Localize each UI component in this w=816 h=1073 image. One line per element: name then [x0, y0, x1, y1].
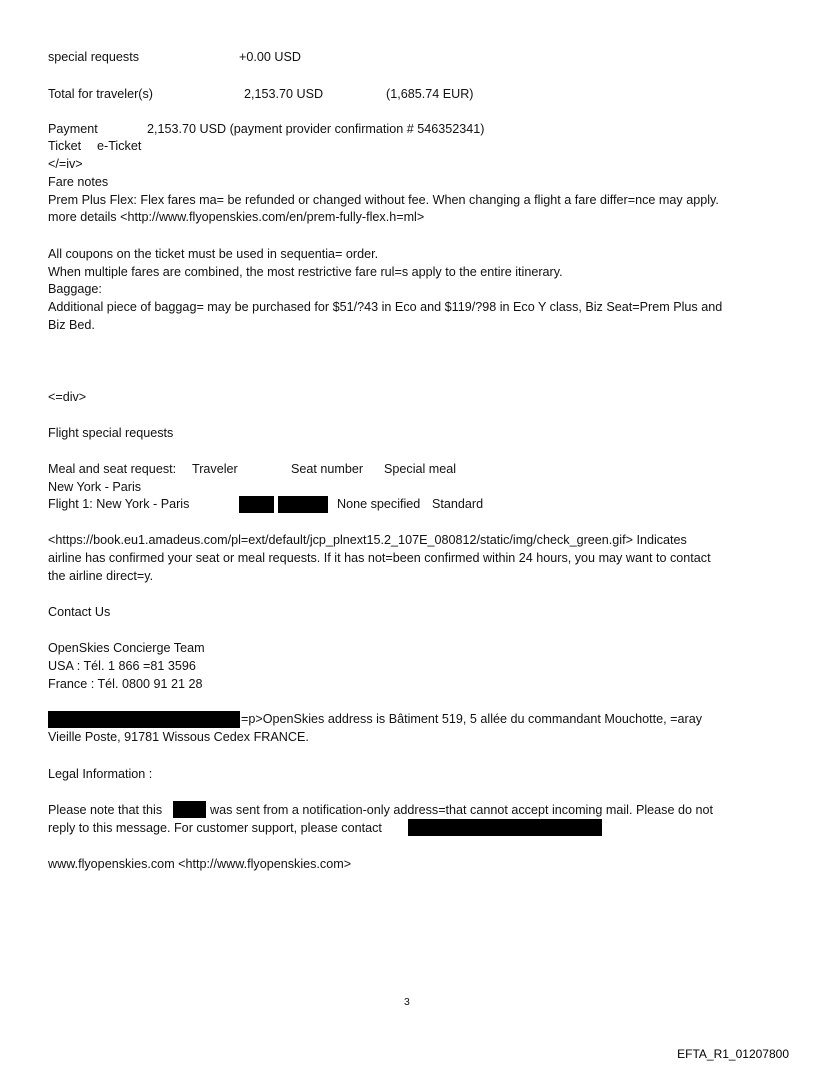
fare-notes-heading: Fare notes — [48, 175, 109, 189]
baggage-label: Baggage: — [48, 282, 102, 296]
website-link[interactable]: www.flyopenskies.com <http://www.flyopenskies.com> — [48, 857, 352, 871]
concierge-team: OpenSkies Concierge Team — [48, 641, 205, 655]
route-label: New York - Paris — [48, 480, 142, 494]
total-usd: 2,153.70 USD — [244, 87, 324, 101]
redaction-address-prefix — [48, 711, 240, 728]
traveler-column-header: Traveler — [192, 462, 238, 476]
div-tag: <=div> — [48, 390, 87, 404]
redaction-traveler-first — [239, 496, 274, 513]
confirmation-note-line-1: <https://book.eu1.amadeus.com/pl=ext/default/jcp_plnext15.2_107E_080812/static/img/check_green.gif> Indicates — [48, 533, 687, 547]
total-label: Total for traveler(s) — [48, 87, 153, 101]
contact-us-heading: Contact Us — [48, 605, 111, 619]
redaction-support-contact — [408, 819, 602, 836]
total-eur: (1,685.74 EUR) — [386, 87, 474, 101]
coupons-note: All coupons on the ticket must be used in sequentia= order. — [48, 247, 379, 261]
seat-number-column-header: Seat number — [291, 462, 364, 476]
payment-label: Payment — [48, 122, 98, 136]
restrictive-fare-note: When multiple fares are combined, the most restrictive fare rul=s apply to the entire itinerary. — [48, 265, 563, 279]
baggage-text-line-1: Additional piece of baggag= may be purchased for $51/?43 in Eco and $119/?98 in Eco Y class, Biz Seat=Prem Plus and — [48, 300, 723, 314]
redaction-traveler-last — [278, 496, 328, 513]
prem-plus-note: Prem Plus Flex: Flex fares ma= be refunded or changed without fee. When changing a flight a fare differ=nce may apply. — [48, 193, 719, 207]
legal-info-heading: Legal Information : — [48, 767, 153, 781]
bates-number: EFTA_R1_01207800 — [677, 1047, 789, 1061]
special-meal-column-header: Special meal — [384, 462, 457, 476]
confirmation-note-line-3: the airline direct=y. — [48, 569, 154, 583]
usa-phone: USA : Tél. 1 866 =81 3596 — [48, 659, 196, 673]
redaction-legal-word — [173, 801, 206, 818]
special-requests-value: +0.00 USD — [239, 50, 301, 64]
france-phone: France : Tél. 0800 91 21 28 — [48, 677, 203, 691]
ticket-label: Ticket — [48, 139, 82, 153]
payment-value: 2,153.70 USD (payment provider confirmation # 546352341) — [147, 122, 485, 136]
more-details-link[interactable]: more details <http://www.flyopenskies.com/en/prem-fully-flex.h=ml> — [48, 210, 425, 224]
meal-seat-request-label: Meal and seat request: — [48, 462, 177, 476]
confirmation-note-line-2: airline has confirmed your seat or meal requests. If it has not=been confirmed within 24 hours, you may want to contact — [48, 551, 711, 565]
ticket-value: e-Ticket — [97, 139, 142, 153]
address-line-1: =p>OpenSkies address is Bâtiment 519, 5 allée du commandant Mouchotte, =aray — [241, 712, 702, 726]
address-line-2: Vieille Poste, 91781 Wissous Cedex FRANCE. — [48, 730, 309, 744]
close-div-tag: </=iv> — [48, 157, 83, 171]
special-meal-value: Standard — [432, 497, 484, 511]
seat-number-value: None specified — [337, 497, 421, 511]
page-number: 3 — [404, 996, 410, 1008]
special-requests-label: special requests — [48, 50, 140, 64]
baggage-text-line-2: Biz Bed. — [48, 318, 95, 332]
flight-1-row: Flight 1: New York - Paris — [48, 497, 190, 511]
legal-note-start: Please note that this — [48, 803, 163, 817]
legal-note-end: reply to this message. For customer support, please contact — [48, 821, 382, 835]
special-requests-heading: Flight special requests — [48, 426, 174, 440]
legal-note-middle: was sent from a notification-only address=that cannot accept incoming mail. Please do not — [210, 803, 713, 817]
